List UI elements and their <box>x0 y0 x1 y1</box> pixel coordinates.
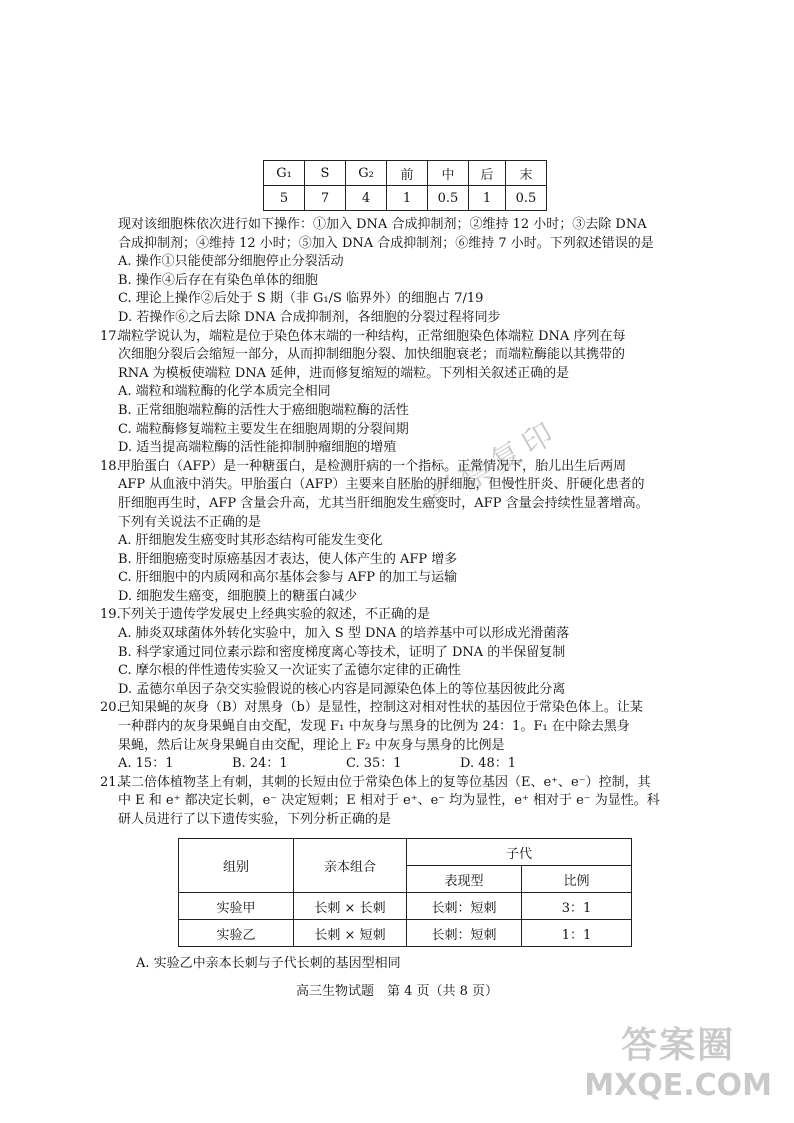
option-d: D. 48：1 <box>460 756 517 772</box>
question-19 <box>100 606 678 699</box>
option-a: A. 端粒和端粒酶的化学本质完全相同 <box>118 384 331 400</box>
option-d: D. 细胞发生癌变，细胞膜上的糖蛋白减少 <box>118 588 358 604</box>
question-body <box>100 216 678 830</box>
experiment-header-row <box>179 839 632 866</box>
cycle-header-cell: 中 <box>428 161 469 186</box>
option-b: B. 肝细胞癌变时原癌基因才表达，使人体产生的 AFP 增多 <box>118 551 458 567</box>
question-stem-line: 现对该细胞株依次进行如下操作：①加入 DNA 合成抑制剂；②维持 12 小时；③去除 DNA <box>118 217 647 232</box>
cycle-value-cell: 1 <box>469 186 506 211</box>
parents-cell: 长刺 × 长刺 <box>294 893 407 920</box>
cycle-value-cell: 0.5 <box>506 186 547 211</box>
group-header: 组别 <box>179 839 294 893</box>
group-cell: 实验乙 <box>179 920 294 947</box>
question-stem-line: 果蝇，然后让灰身果蝇自由交配，理论上 F₂ 中灰身与黑身的比例是 <box>118 737 505 753</box>
question-stem-line: 一种群内的灰身果蝇自由交配，发现 F₁ 中灰身与黑身的比例为 24：1。F₁ 在中除去黑身 <box>118 719 630 735</box>
option-c: C. 肝细胞中的内质网和高尔基体会参与 AFP 的加工与运输 <box>118 570 458 586</box>
ratio-header: 比例 <box>522 866 632 893</box>
question-stem-line: 已知果蝇的灰身（B）对黑身（b）是显性，控制这对相对性状的基因位于常染色体上。让某 <box>118 700 643 716</box>
option-d: D. 适当提高端粒酶的活性能抑制肿瘤细胞的增殖 <box>118 440 397 456</box>
question-21 <box>100 774 678 830</box>
experiment-table <box>178 838 632 947</box>
table-row <box>179 920 632 947</box>
table-row <box>179 893 632 920</box>
cycle-header-cell: G₁ <box>264 161 305 186</box>
cycle-header-cell: G₂ <box>346 161 387 186</box>
phenotype-header: 表现型 <box>407 866 522 893</box>
logo-bottom-text: MXQE.COM <box>584 1068 772 1103</box>
cycle-value-cell: 5 <box>264 186 305 211</box>
question-stem-line: 肝细胞再生时，AFP 含量会升高，尤其当肝细胞发生癌变时，AFP 含量会持续性显著增高。 <box>118 495 649 511</box>
watermark: 严禁复印 <box>422 413 565 517</box>
option-a: A. 实验乙中亲本长刺与子代长刺的基因型相同 <box>136 956 401 971</box>
question-number: 17. <box>100 328 121 344</box>
parents-cell: 长刺 × 短刺 <box>294 920 407 947</box>
options-row <box>118 755 678 774</box>
ratio-cell: 3：1 <box>522 893 632 920</box>
question-stem-line: 次细胞分裂后会缩短一部分，从而抑制细胞分裂、加快细胞衰老；而端粒酶能以其携带的 <box>118 347 626 363</box>
offspring-header: 子代 <box>407 839 632 866</box>
option-d: D. 若操作⑥之后去除 DNA 合成抑制剂，各细胞的分裂过程将同步 <box>118 309 501 325</box>
question-number: 18. <box>100 458 121 474</box>
question-stem-line: 下列关于遗传学发展史上经典实验的叙述，不正确的是 <box>118 607 431 623</box>
cycle-header-cell: 末 <box>506 161 547 186</box>
phenotype-cell: 长刺：短刺 <box>407 893 522 920</box>
page-footer: 高三生物试题 第 4 页（共 8 页） <box>295 984 499 999</box>
cycle-header-cell: S <box>305 161 346 186</box>
cycle-value-cell: 7 <box>305 186 346 211</box>
parent-header: 亲本组合 <box>294 839 407 893</box>
question-18 <box>100 458 678 607</box>
question-stem-line: AFP 从血液中消失。甲胎蛋白（AFP）主要来自胚胎的肝细胞，但慢性肝炎、肝硬化患者的 <box>118 477 645 493</box>
question-stem-line: 中 E 和 e⁺ 都决定长刺，e⁻ 决定短刺；E 相对于 e⁺、e⁻ 均为显性，e⁺ 相对于 e⁻ 为显性。科 <box>118 793 660 809</box>
question-stem-line: 合成抑制剂；④维持 12 小时；⑤加入 DNA 合成抑制剂；⑥维持 7 小时。下列叙述错误的是 <box>118 235 654 251</box>
question-stem-line: RNA 为模板使端粒 DNA 延伸，进而修复缩短的端粒。下列相关叙述正确的是 <box>118 365 570 381</box>
group-cell: 实验甲 <box>179 893 294 920</box>
question-stem-line: 端粒学说认为，端粒是位于染色体末端的一种结构，正常细胞染色体端粒 DNA 序列在每 <box>118 328 626 344</box>
option-c: C. 35：1 <box>346 756 402 772</box>
option-a: A. 15：1 <box>118 756 174 772</box>
option-c: C. 理论上操作②后处于 S 期（非 G₁/S 临界外）的细胞占 7/19 <box>118 291 484 307</box>
cycle-header-row <box>264 161 547 186</box>
cycle-value-cell: 4 <box>346 186 387 211</box>
question-stem-line: 某二倍体植物茎上有刺，其刺的长短由位于常染色体上的复等位基因（E、e⁺、e⁻）控制，其 <box>118 774 651 790</box>
cell-cycle-table <box>263 160 547 211</box>
logo-top-text: 答案圈 <box>621 1025 736 1066</box>
question-20 <box>100 699 678 773</box>
option-a: A. 肺炎双球菌体外转化实验中，加入 S 型 DNA 的培养基中可以形成光滑菌落 <box>118 626 570 642</box>
question-stem-line: 甲胎蛋白（AFP）是一种糖蛋白，是检测肝病的一个指标。正常情况下，胎儿出生后两周 <box>118 458 627 474</box>
option-a: A. 操作①只能使部分细胞停止分裂活动 <box>118 254 344 270</box>
question-16 <box>118 216 678 328</box>
site-logo <box>584 1017 772 1103</box>
phenotype-cell: 长刺：短刺 <box>407 920 522 947</box>
question-number: 21. <box>100 774 121 790</box>
cycle-value-cell: 0.5 <box>428 186 469 211</box>
cycle-header-cell: 后 <box>469 161 506 186</box>
option-c: C. 端粒酶修复端粒主要发生在细胞周期的分裂间期 <box>118 421 409 437</box>
cycle-value-cell: 1 <box>387 186 428 211</box>
cycle-header-cell: 前 <box>387 161 428 186</box>
question-number: 20. <box>100 700 121 716</box>
cycle-value-row <box>264 186 547 211</box>
option-b: B. 24：1 <box>232 756 288 772</box>
option-c: C. 摩尔根的伴性遗传实验又一次证实了孟德尔定律的正确性 <box>118 663 461 679</box>
option-b: B. 正常细胞端粒酶的活性大于癌细胞端粒酶的活性 <box>118 402 409 418</box>
option-a: A. 肝细胞发生癌变时其形态结构可能发生变化 <box>118 533 383 549</box>
option-b: B. 科学家通过同位素示踪和密度梯度离心等技术，证明了 DNA 的半保留复制 <box>118 644 566 660</box>
question-stem-line: 研人员进行了以下遗传实验，下列分析正确的是 <box>118 812 392 827</box>
option-d: D. 孟德尔单因子杂交实验假说的核心内容是同源染色体上的等位基因彼此分离 <box>118 681 566 697</box>
option-b: B. 操作④后存在有染色单体的细胞 <box>118 272 318 288</box>
question-17 <box>100 328 678 458</box>
question-number: 19. <box>100 607 121 623</box>
ratio-cell: 1：1 <box>522 920 632 947</box>
question-stem-line: 下列有关说法不正确的是 <box>118 514 262 530</box>
